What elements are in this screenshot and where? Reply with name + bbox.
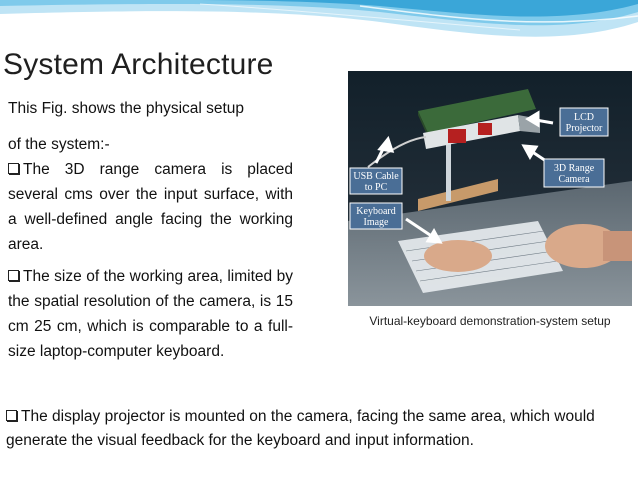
slide-title: System Architecture xyxy=(3,48,274,81)
figure-caption: Virtual-keyboard demonstration-system setup xyxy=(369,314,611,328)
bullet-working-area xyxy=(8,264,293,364)
label-keyboard-2: Image xyxy=(363,217,389,228)
label-usb-2: to PC xyxy=(364,182,388,193)
label-keyboard-1: Keyboard xyxy=(356,206,396,217)
bullet-text: The 3D range camera is placed several cms over the input surface, with a well-defined angle facing the working area. xyxy=(8,161,293,253)
setup-figure-illustration xyxy=(348,71,632,306)
setup-figure-image xyxy=(348,71,632,306)
bottom-bullet-text: The display projector is mounted on the camera, facing the same area, which would generate the visual feedback for the keyboard and input information. xyxy=(6,408,595,449)
label-camera-1: 3D Range xyxy=(553,163,595,174)
intro-text xyxy=(8,96,298,157)
intro-line-2: of the system:- xyxy=(8,136,110,153)
label-lcd-1: LCD xyxy=(574,112,594,123)
bullet-projector xyxy=(6,405,636,453)
checkbox-bullet-icon xyxy=(8,270,19,281)
bullet-text: The size of the working area, limited by the spatial resolution of the camera, is 15 cm 25 cm, which is comparable to a full-size laptop-computer keyboard. xyxy=(8,268,293,360)
bullet-camera-placement xyxy=(8,157,293,257)
checkbox-bullet-icon xyxy=(8,163,19,174)
label-camera-2: Camera xyxy=(558,174,590,185)
checkbox-bullet-icon xyxy=(6,410,17,421)
label-lcd-2: Projector xyxy=(565,123,603,134)
label-usb-1: USB Cable xyxy=(353,171,399,182)
intro-line-1: This Fig. shows the physical setup xyxy=(8,100,245,117)
